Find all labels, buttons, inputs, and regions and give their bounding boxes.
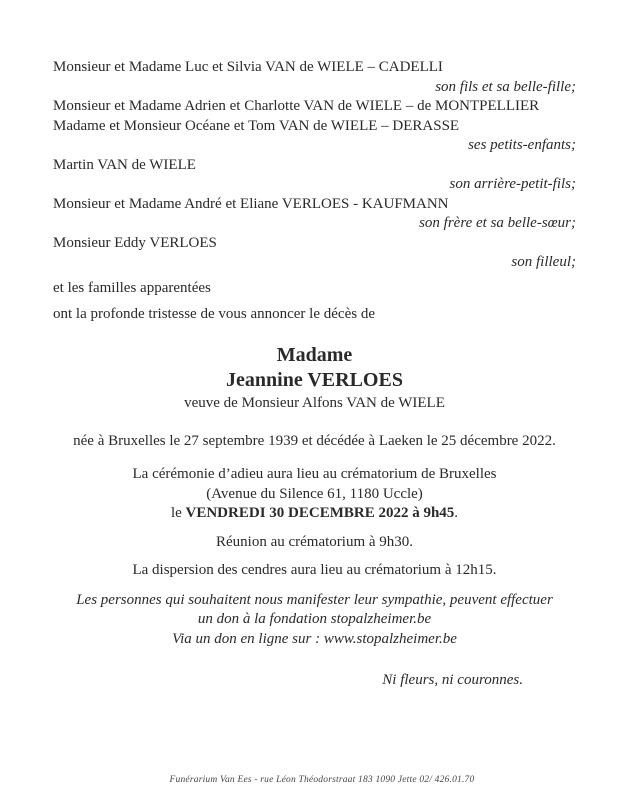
deceased-name: Jeannine VERLOES [226, 368, 403, 391]
relation-label: son frère et sa belle-sœur; [419, 215, 576, 231]
relation-label: son arrière-petit-fils; [449, 176, 576, 192]
deceased-title: Madame [276, 343, 353, 366]
announcement-line: ont la profonde tristesse de vous annoncer le décès de [53, 306, 375, 322]
relation-label: son fils et sa belle-fille; [435, 78, 576, 95]
donation-line-1: Les personnes qui souhaitent nous manifester leur sympathie, peuvent effectuer [76, 591, 553, 608]
donation-line-3: Via un don en ligne sur : www.stopalzheimer.be [172, 630, 457, 647]
family-member-line: Madame et Monsieur Océane et Tom VAN de WIELE – DERASSE [53, 117, 460, 134]
ceremony-date-line [53, 504, 576, 524]
family-member-line: Monsieur et Madame Adrien et Charlotte VAN de WIELE – de MONTPELLIER [53, 98, 540, 114]
ceremony-date-suffix: . [454, 505, 459, 521]
no-flowers-line: Ni fleurs, ni couronnes. [382, 672, 523, 688]
donation-block [53, 591, 576, 650]
relation-label: ses petits-enfants; [468, 137, 576, 153]
donation-line-2: un don à la fondation stopalzheimer.be [197, 611, 432, 627]
family-member-line: Monsieur et Madame André et Eliane VERLOES - KAUFMANN [53, 195, 449, 212]
birth-death-line: née à Bruxelles le 27 septembre 1939 et décédée à Laeken le 25 décembre 2022. [73, 432, 556, 449]
ceremony-date-bold: VENDREDI 30 DECEMBRE 2022 à 9h45 [185, 505, 455, 521]
meeting-line: Réunion au crématorium à 9h30. [215, 533, 414, 550]
ceremony-place-line: La cérémonie d’adieu aura lieu au crématorium de Bruxelles [132, 466, 497, 482]
funeral-home-footer: Funérarium Van Ees - rue Léon Théodorstraat 183 1090 Jette 02/ 426.01.70 [169, 775, 475, 785]
ashes-dispersion-line: La dispersion des cendres aura lieu au crématorium à 12h15. [132, 562, 497, 578]
related-families-line: et les familles apparentées [53, 279, 211, 296]
family-member-line: Martin VAN de WIELE [53, 156, 196, 173]
relation-label: son filleul; [511, 254, 576, 270]
deceased-subtitle: veuve de Monsieur Alfons VAN de WIELE [184, 394, 445, 411]
ceremony-address-line: (Avenue du Silence 61, 1180 Uccle) [206, 485, 423, 502]
deceased-block [53, 343, 576, 413]
family-member-line: Monsieur Eddy VERLOES [53, 234, 217, 251]
ceremony-date-prefix: le [170, 505, 186, 521]
family-member-line: Monsieur et Madame Luc et Silvia VAN de WIELE – CADELLI [53, 59, 443, 75]
ceremony-block [53, 465, 576, 524]
